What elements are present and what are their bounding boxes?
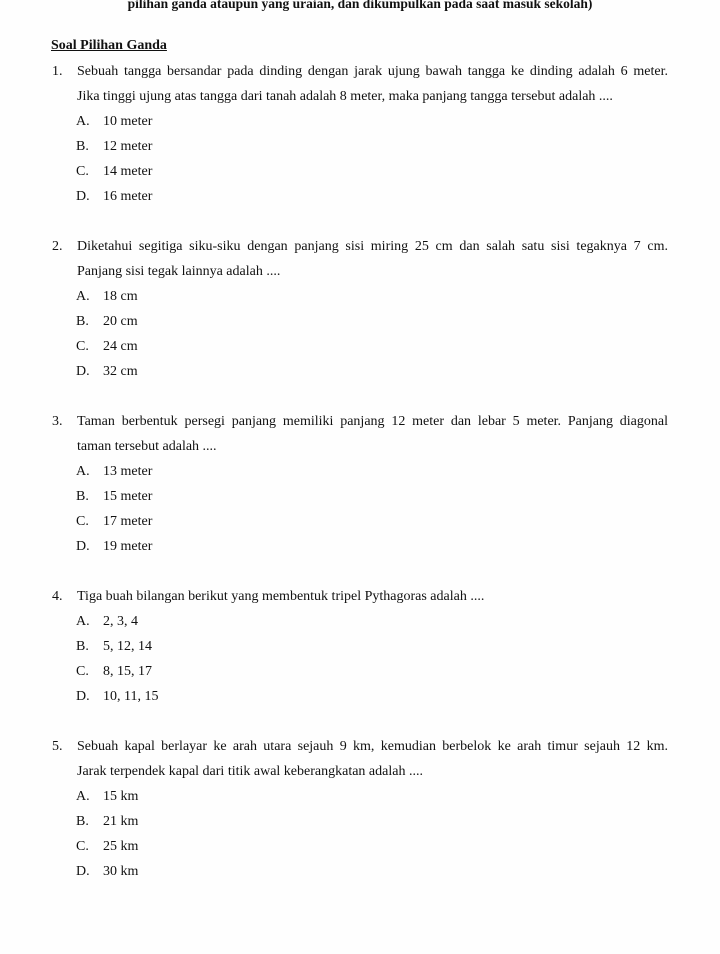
option-text: 15 km (103, 789, 139, 804)
question-line (52, 584, 668, 609)
option-text: 18 cm (103, 289, 138, 304)
question-text: Diketahui segitiga siku-siku dengan panjang sisi miring 25 cm dan salah satu sisi tegaknya 7 cm. (77, 239, 668, 254)
question-line (52, 434, 668, 459)
option-d (52, 359, 668, 384)
option-text: 19 meter (103, 539, 153, 554)
question-text: Jarak terpendek kapal dari titik awal keberangkatan adalah .... (77, 764, 423, 779)
option-a (52, 609, 668, 634)
option-letter: D. (76, 864, 90, 879)
question-3 (52, 409, 668, 559)
option-text: 10, 11, 15 (103, 689, 159, 704)
option-b (52, 309, 668, 334)
option-letter: A. (76, 789, 90, 804)
question-number: 3. (52, 414, 63, 429)
option-letter: C. (76, 514, 89, 529)
question-number: 2. (52, 239, 63, 254)
option-c (52, 509, 668, 534)
option-letter: C. (76, 164, 89, 179)
question-line (52, 409, 668, 434)
option-d (52, 184, 668, 209)
option-text: 8, 15, 17 (103, 664, 152, 679)
option-text: 13 meter (103, 464, 153, 479)
option-c (52, 334, 668, 359)
question-number: 5. (52, 739, 63, 754)
option-text: 32 cm (103, 364, 138, 379)
option-text: 25 km (103, 839, 139, 854)
option-text: 15 meter (103, 489, 153, 504)
question-text: Taman berbentuk persegi panjang memiliki panjang 12 meter dan lebar 5 meter. Panjang diagonal (77, 414, 668, 429)
question-4 (52, 584, 668, 709)
option-letter: D. (76, 539, 90, 554)
option-letter: C. (76, 664, 89, 679)
option-letter: D. (76, 364, 90, 379)
option-text: 5, 12, 14 (103, 639, 152, 654)
option-letter: D. (76, 689, 90, 704)
option-text: 16 meter (103, 189, 153, 204)
question-1 (52, 59, 668, 209)
question-line (52, 259, 668, 284)
option-c (52, 159, 668, 184)
option-a (52, 459, 668, 484)
question-number: 4. (52, 589, 63, 604)
option-letter: B. (76, 639, 89, 654)
option-c (52, 659, 668, 684)
option-text: 10 meter (103, 114, 153, 129)
option-text: 30 km (103, 864, 139, 879)
option-b (52, 634, 668, 659)
option-d (52, 859, 668, 884)
question-line (52, 84, 668, 109)
option-letter: D. (76, 189, 90, 204)
question-line (52, 234, 668, 259)
option-letter: C. (76, 339, 89, 354)
option-text: 2, 3, 4 (103, 614, 138, 629)
question-5 (52, 734, 668, 884)
option-a (52, 784, 668, 809)
section-title: Soal Pilihan Ganda (51, 38, 167, 53)
option-b (52, 809, 668, 834)
option-text: 24 cm (103, 339, 138, 354)
option-letter: A. (76, 614, 90, 629)
option-b (52, 484, 668, 509)
question-line (52, 759, 668, 784)
option-letter: A. (76, 464, 90, 479)
option-text: 14 meter (103, 164, 153, 179)
option-a (52, 109, 668, 134)
option-text: 12 meter (103, 139, 153, 154)
question-text: Panjang sisi tegak lainnya adalah .... (77, 264, 281, 279)
question-2 (52, 234, 668, 384)
question-text: taman tersebut adalah .... (77, 439, 217, 454)
option-c (52, 834, 668, 859)
option-a (52, 284, 668, 309)
question-line (52, 59, 668, 84)
option-letter: A. (76, 289, 90, 304)
question-text: Sebuah kapal berlayar ke arah utara sejauh 9 km, kemudian berbelok ke arah timur sejauh 12 km. (77, 739, 668, 754)
question-line (52, 734, 668, 759)
question-number: 1. (52, 64, 63, 79)
option-d (52, 684, 668, 709)
option-letter: B. (76, 139, 89, 154)
option-d (52, 534, 668, 559)
question-text: Jika tinggi ujung atas tangga dari tanah adalah 8 meter, maka panjang tangga tersebut adalah .... (77, 89, 613, 104)
option-text: 20 cm (103, 314, 138, 329)
option-b (52, 134, 668, 159)
option-letter: C. (76, 839, 89, 854)
option-text: 17 meter (103, 514, 153, 529)
option-text: 21 km (103, 814, 139, 829)
option-letter: B. (76, 814, 89, 829)
header-text: pilihan ganda ataupun yang uraian, dan dikumpulkan pada saat masuk sekolah) (127, 0, 593, 11)
question-text: Tiga buah bilangan berikut yang membentuk tripel Pythagoras adalah .... (77, 589, 485, 604)
option-letter: A. (76, 114, 90, 129)
option-letter: B. (76, 314, 89, 329)
question-text: Sebuah tangga bersandar pada dinding dengan jarak ujung bawah tangga ke dinding adalah 6 meter. (77, 64, 668, 79)
option-letter: B. (76, 489, 89, 504)
